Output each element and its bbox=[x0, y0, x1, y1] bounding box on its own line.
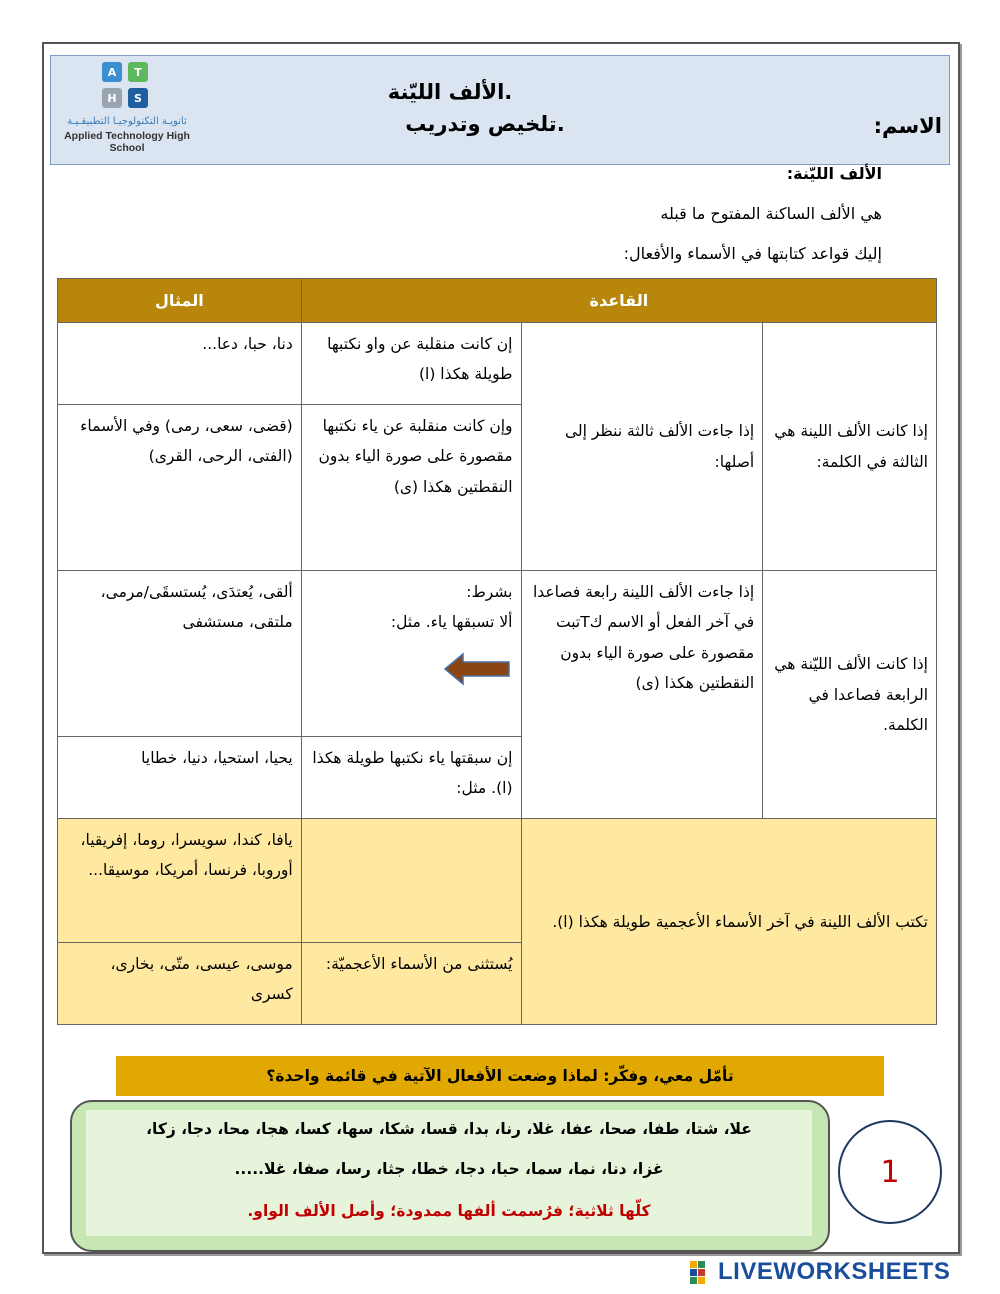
rules-table bbox=[57, 278, 937, 1025]
case-fourth: إذا كانت الألف الليّنة هي الرابعة فصاعدا في الكلمة. bbox=[763, 571, 937, 819]
brand-name: LIVEWORKSHEETS bbox=[718, 1258, 951, 1285]
header-rule: القاعدة bbox=[301, 279, 936, 323]
logo-letter-a: A bbox=[102, 62, 122, 82]
detail-ya: وإن كانت منقلبة عن ياء نكتبها مقصورة على صورة الياء بدون النقطتين هكذا (ى) bbox=[301, 405, 521, 571]
rule-foreign-names: تكتب الألف اللينة في آخر الأسماء الأعجمية طويلة هكذا (ا). bbox=[521, 819, 937, 1025]
detail-condition-label: بشرط: bbox=[466, 583, 513, 602]
logo-letter-s: S bbox=[128, 88, 148, 108]
example-foreign-exception: موسى، عيسى، متّى، بخارى، كسرى bbox=[58, 943, 302, 1025]
example-foreign: يافا، كندا، سويسرا، روما، إفريقيا، أوروبا، فرنسا، أمريكا، موسيقا... bbox=[58, 819, 302, 943]
example-preceded-ya: يحيا، استحيا، دنيا، خطايا bbox=[58, 737, 302, 819]
detail-no-ya bbox=[301, 571, 521, 737]
logo-english-name: Applied Technology High School bbox=[64, 130, 190, 154]
reflection-prompt: تأمّل معي، وفكّر: لماذا وضعت الأفعال الآتية في قائمة واحدة؟ bbox=[116, 1056, 884, 1096]
name-label: الاسم: bbox=[873, 114, 942, 138]
answer-text: كلّها ثلاثية؛ فرُسمت ألفها ممدودة؛ وأصل الألف الواو. bbox=[247, 1202, 651, 1220]
detail-waw: إن كانت منقلبة عن واو نكتبها طويلة هكذا (ا) bbox=[301, 323, 521, 405]
header-example: المثال bbox=[58, 279, 302, 323]
intro-rules: إليك قواعد كتابتها في الأسماء والأفعال: bbox=[623, 244, 882, 263]
detail-preceded-ya: إن سبقتها ياء نكتبها طويلة هكذا (ا). مثل: bbox=[301, 737, 521, 819]
logo-letter-t: T bbox=[128, 62, 148, 82]
example-maqsura: ألقى، يُعتدَى، يُستسقَى/مرمى، ملتقى، مستشفى bbox=[58, 571, 302, 737]
example-waw: دنا، حبا، دعا... bbox=[58, 323, 302, 405]
intro-heading: الألف الليّنة: bbox=[786, 164, 882, 183]
condition-fourth: إذا جاءت الألف اللينة رابعة فصاعدا في آخر الفعل أو الاسم كTتبت مقصورة على صورة الياء بدون النقطتين هكذا (ى) bbox=[521, 571, 763, 819]
verbs-line-1: علا، شتا، طفا، صحا، عفا، غلا، رنا، بدا، قسا، شكا، سها، كسا، هجا، محا، دجا، زكا، bbox=[146, 1120, 752, 1138]
example-ya: (قضى، سعى، رمى) وفي الأسماء (الفتى، الرحى، القرى) bbox=[58, 405, 302, 571]
verbs-line-2: غزا، دنا، نما، سما، حبا، دجا، خطا، جثا، رسا، صفا، غلا..... bbox=[234, 1160, 664, 1178]
intro-definition: هي الألف الساكنة المفتوح ما قبله bbox=[660, 204, 882, 223]
detail-foreign-exception: يُستثنى من الأسماء الأعجميّة: bbox=[301, 943, 521, 1025]
left-arrow-icon bbox=[443, 652, 513, 686]
question-number: 1 bbox=[838, 1120, 942, 1224]
detail-condition-text: ألا تسبقها ياء. مثل: bbox=[390, 613, 513, 632]
condition-third: إذا جاءت الألف ثالثة ننظر إلى أصلها: bbox=[521, 323, 763, 571]
liveworksheets-brand bbox=[690, 1256, 990, 1286]
page-subtitle: تلخيص وتدريب. bbox=[405, 112, 565, 136]
logo-arabic-name: ثانويـة التكنولوجيـا التطبيقـيـة bbox=[67, 116, 187, 127]
brand-grid-icon bbox=[690, 1261, 714, 1285]
case-third: إذا كانت الألف اللينة هي الثالثة في الكلمة: bbox=[763, 323, 937, 571]
school-logo bbox=[52, 58, 212, 153]
logo-letter-h: H bbox=[102, 88, 122, 108]
detail-foreign-empty bbox=[301, 819, 521, 943]
page-title: الألف الليّنة. bbox=[387, 80, 513, 104]
